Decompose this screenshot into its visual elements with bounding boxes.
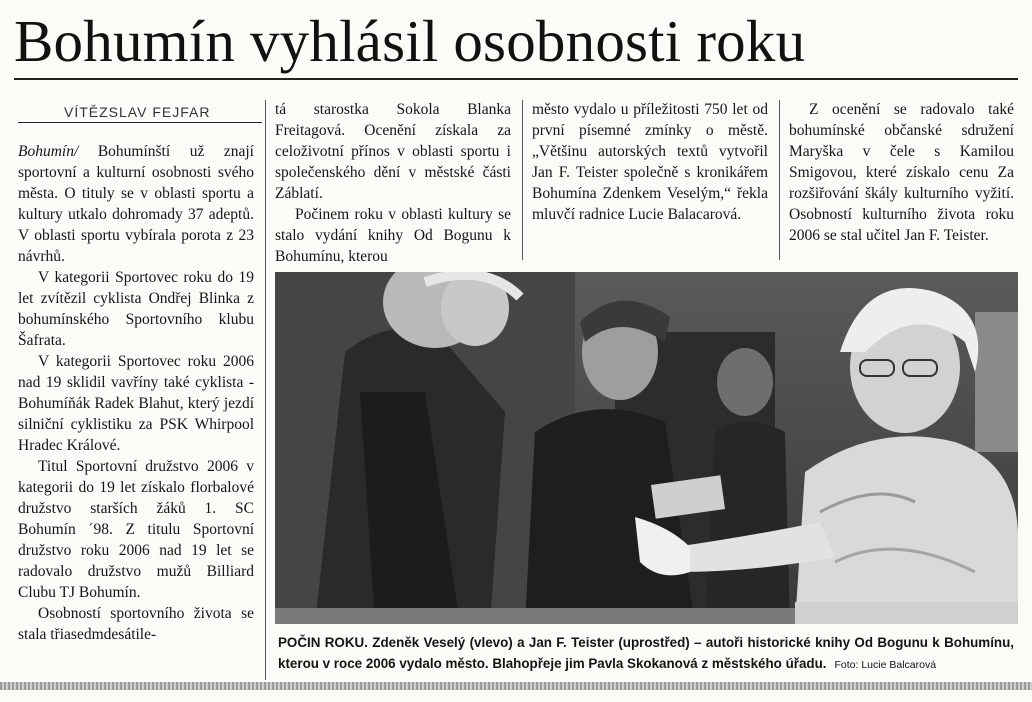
paragraph: V kategorii Sportovec roku do 19 let zvítězil cyklista Ondřej Blinka z bohumínského Sportovního klubu Šafrata.: [18, 269, 254, 349]
article-column-4: [789, 99, 1014, 246]
article-column-2: [275, 99, 511, 267]
paragraph-text: Bohumínští už znají sportovní a kulturní osobnosti svého města. O tituly se v oblasti sportu a kultury utkalo dohromady 37 adeptů. V oblasti sportu vybírala porota z 23 návrhů.: [18, 143, 254, 265]
article-column-1: [18, 141, 254, 645]
paragraph: [18, 141, 254, 267]
column-divider: [265, 100, 266, 680]
paragraph: Osobností sportovního života se stala třiasedmdesátile-: [18, 605, 254, 643]
headline-rule: [14, 78, 1018, 80]
photo-caption: [278, 632, 1014, 676]
column-divider: [779, 100, 780, 260]
caption-lead: POČIN ROKU.: [278, 635, 368, 650]
caption-text: Zdeněk Veselý (vlevo) a Jan F. Teister (uprostřed) – autoři historické knihy Od Bogunu k Bohumínu, kterou v roce 2006 vydalo město. Blahopřeje jim Pavla Skokanová z městského úřadu.: [278, 635, 1015, 671]
column-divider: [522, 100, 523, 260]
paragraph: Z ocenění se radovalo také bohumínské občanské sdružení Maryška v čele s Kamilou Smigovou, které získalo cenu Za rozšiřování škály kulturního vyžití. Osobností kulturního života roku 2006 se stal učitel Jan F. Teister.: [789, 101, 1014, 244]
award-ceremony-photo: [275, 272, 1018, 624]
photo-credit: Foto: Lucie Balcarová: [834, 659, 937, 671]
paragraph: V kategorii Sportovec roku 2006 nad 19 sklidil vavříny také cyklista - Bohumíňák Radek Blahut, který jezdí silniční cyklistiku za PSK Whirpool Hradec Králové.: [18, 353, 254, 454]
dateline: Bohumín/: [18, 143, 79, 160]
paragraph: město vydalo u příležitosti 750 let od první písemné zmínky o městě. „Většinu autorských textů vytvořil Jan F. Teister společně s kronikářem Bohumína Zdenkem Veselým,“ řekla mluvčí radnice Lucie Balacarová.: [532, 101, 768, 223]
byline: VÍTĚZSLAV FEJFAR: [64, 104, 211, 120]
page-bottom-edge: [0, 682, 1032, 690]
news-photo: [275, 272, 1018, 624]
paragraph: Titul Sportovní družstvo 2006 v kategorii do 19 let získalo florbalové družstvo starších žáků 1. SC Bohumín ´98. Z titulu Sportovní družstvo roku 2006 nad 19 let se radovalo družstvo mužů Billiard Clubu TJ Bohumín.: [18, 458, 254, 601]
headline: Bohumín vyhlásil osobnosti roku: [14, 8, 806, 74]
paragraph: Počinem roku v oblasti kultury se stalo vydání knihy Od Bogunu k Bohumínu, kterou: [275, 206, 511, 265]
article-column-3: [532, 99, 768, 225]
byline-rule: [18, 122, 262, 123]
paragraph: tá starostka Sokola Blanka Freitagová. Ocenění získala za celoživotní přínos v oblasti sportu i společenského dění v městské části Záblatí.: [275, 101, 511, 202]
